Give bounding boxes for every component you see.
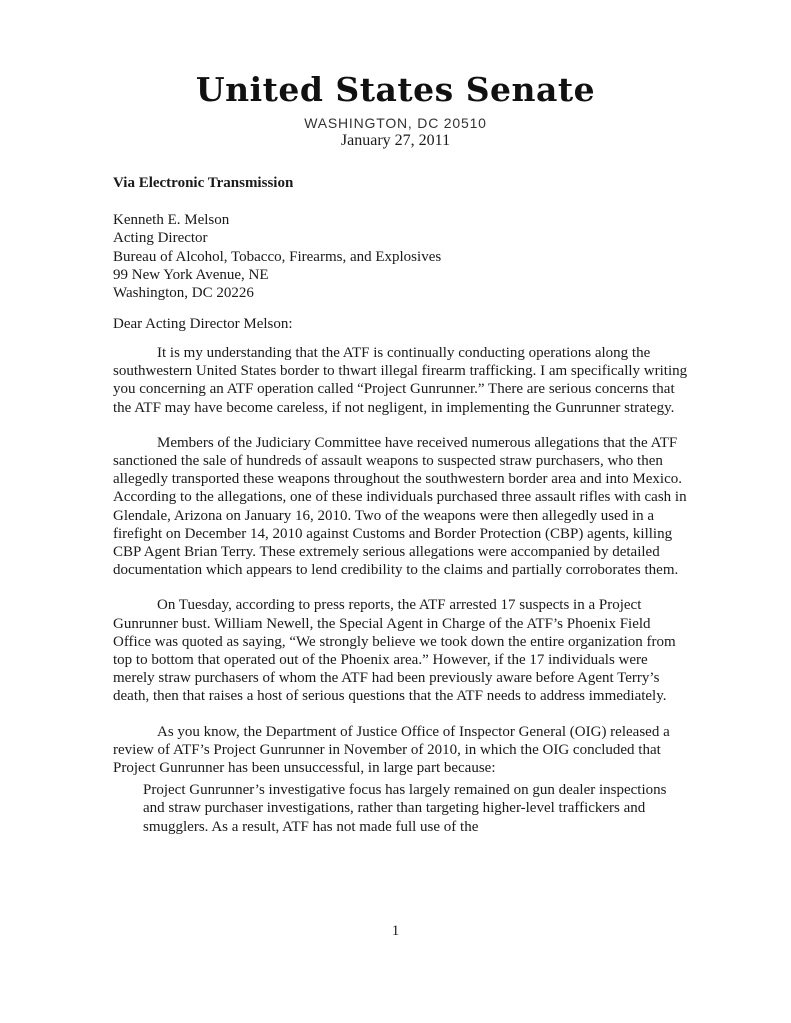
recipient-address xyxy=(113,211,441,302)
body-paragraph-1: It is my understanding that the ATF is continually conducting operations along the southwestern United States border to thwart illegal firearm trafficking. I am specifically writing you concerning an ATF operation called “Project Gunrunner.” There are serious concerns that the ATF may have become careless, if not negligent, in implementing the Gunrunner strategy. xyxy=(113,345,688,416)
letter-date: January 27, 2011 xyxy=(340,132,451,149)
letterhead-title: United States Senate xyxy=(195,70,596,109)
transmission-method: Via Electronic Transmission xyxy=(113,175,294,191)
recipient-title: Acting Director xyxy=(113,230,208,247)
page-number: 1 xyxy=(391,923,400,939)
salutation: Dear Acting Director Melson: xyxy=(113,316,293,332)
letter-body xyxy=(113,344,690,836)
body-paragraph-4: As you know, the Department of Justice Office of Inspector General (OIG) released a review of ATF’s Project Gunrunner in November of 2010, in which the OIG concluded that Project Gunrunner has been unsuccessful, in large part because: xyxy=(113,723,670,777)
block-quote: Project Gunrunner’s investigative focus has largely remained on gun dealer inspections and straw purchaser investigations, rather than targeting higher-level traffickers and smugglers. As a result, ATF has not made full use of the xyxy=(143,782,667,835)
recipient-city: Washington, DC 20226 xyxy=(113,285,254,302)
body-paragraph-2: Members of the Judiciary Committee have received numerous allegations that the ATF sanctioned the sale of hundreds of assault weapons to suspected straw purchasers, who then allegedly transported these weapons throughout the southwestern border area and into Mexico. According to the allegations, one of these individuals purchased three assault rifles with cash in Glendale, Arizona on January 16, 2010. Two of the weapons were then allegedly used in a firefight on December 14, 2010 against Customs and Border Protection (CBP) agents, killing CBP Agent Brian Terry. These extremely serious allegations were accompanied by detailed documentation which appears to lend credibility to the claims and partially corroborates them. xyxy=(113,434,687,579)
recipient-name: Kenneth E. Melson xyxy=(113,212,230,228)
body-paragraph-3: On Tuesday, according to press reports, the ATF arrested 17 suspects in a Project Gunrunner bust. William Newell, the Special Agent in Charge of the ATF’s Phoenix Field Office was quoted as saying, “We strongly believe we took down the entire organization from top to bottom that operated out of the Phoenix area.” However, if the 17 individuals were merely straw purchasers of whom the ATF had been previously aware before Agent Terry’s death, then that raises a host of serious questions that the ATF needs to address immediately. xyxy=(113,597,676,705)
recipient-agency: Bureau of Alcohol, Tobacco, Firearms, and Explosives xyxy=(113,248,442,265)
letterhead-location: WASHINGTON, DC 20510 xyxy=(304,115,487,131)
recipient-street: 99 New York Avenue, NE xyxy=(113,266,269,283)
